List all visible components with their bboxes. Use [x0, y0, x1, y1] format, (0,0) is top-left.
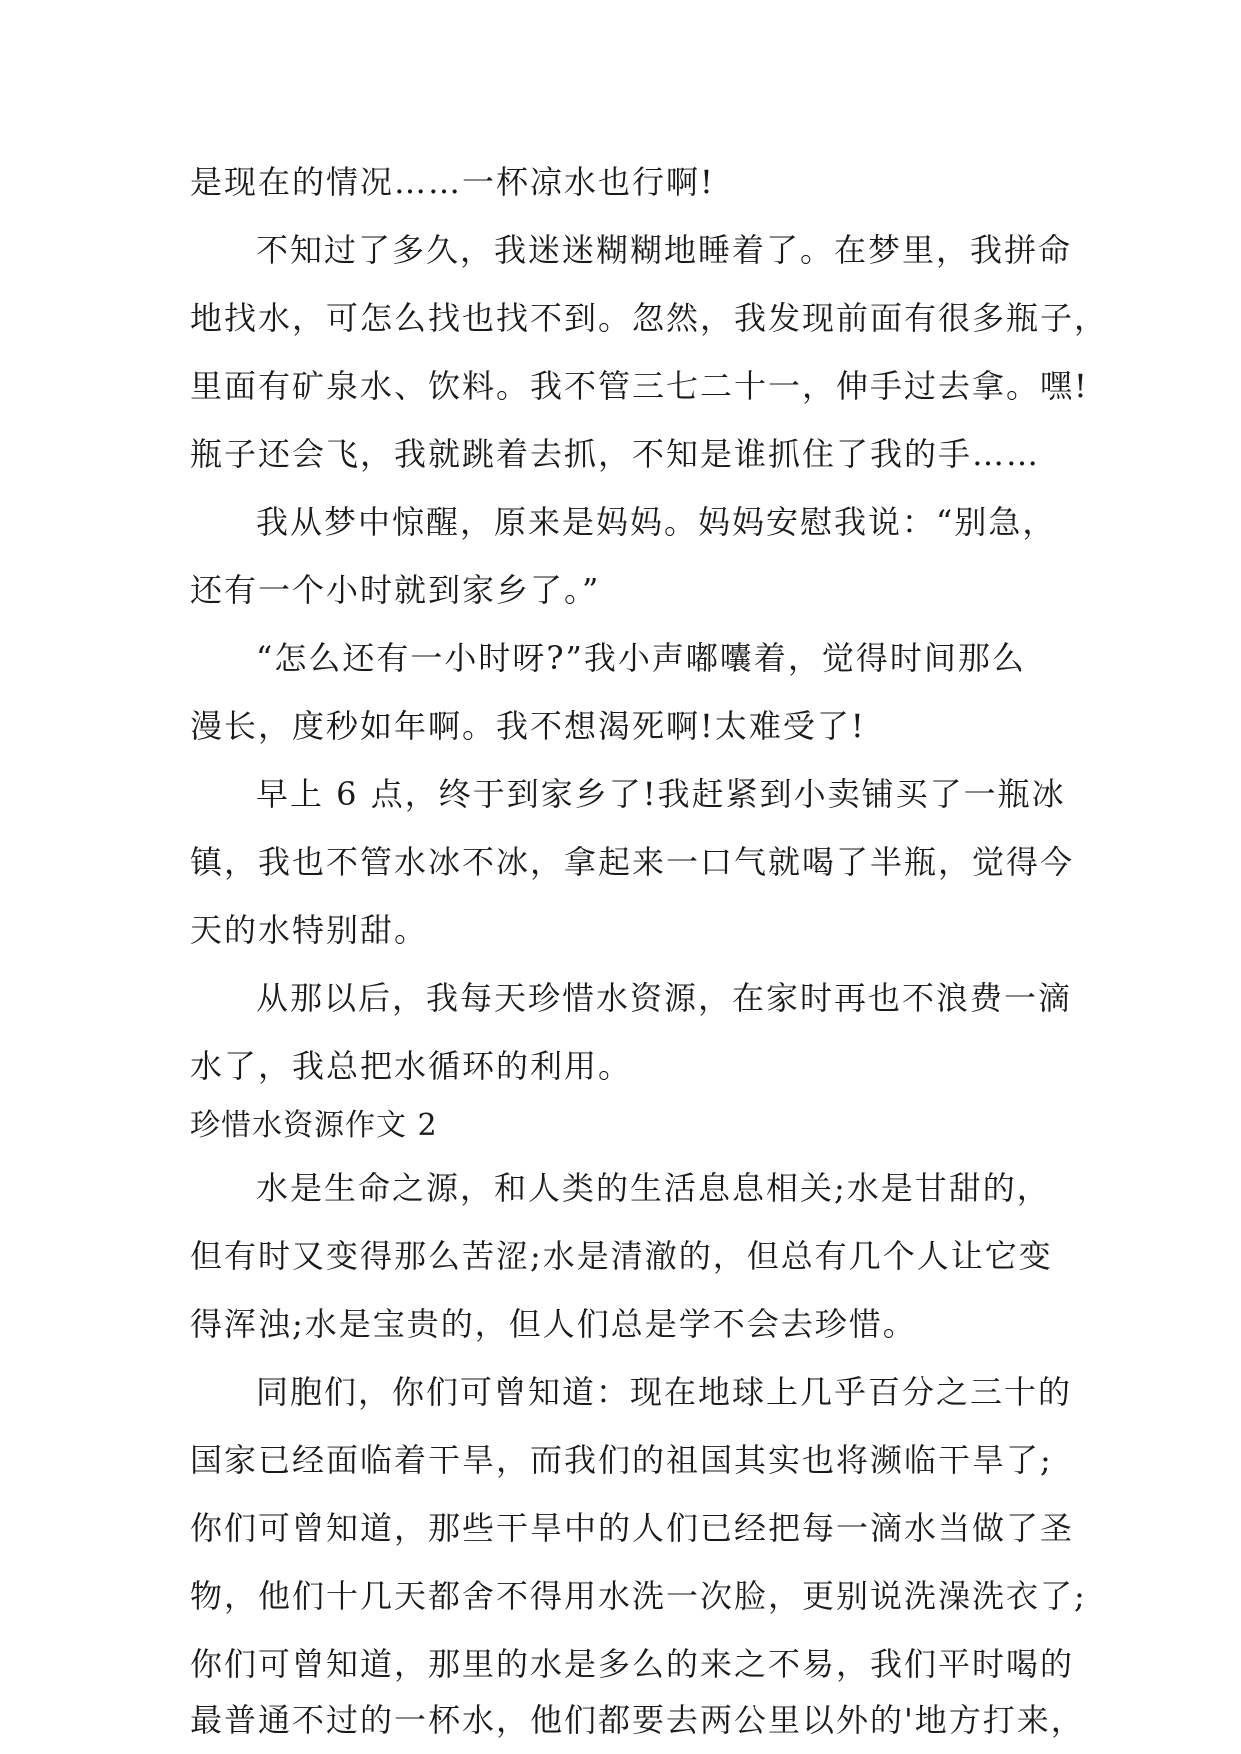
text-line: 你们可曾知道，那些干旱中的人们已经把每一滴水当做了圣 [190, 1509, 1075, 1547]
text-line: 物，他们十几天都舍不得用水洗一次脸，更别说洗澡洗衣了; [190, 1577, 1087, 1615]
paragraph-first-line: 不知过了多久，我迷迷糊糊地睡着了。在梦里，我拼命 [256, 231, 1073, 269]
paragraph-first-line: 水是生命之源，和人类的生活息息相关;水是甘甜的， [256, 1169, 1051, 1207]
text-line: 是现在的情况……一杯凉水也行啊! [190, 163, 715, 201]
text-line: 你们可曾知道，那里的水是多么的来之不易，我们平时喝的 [190, 1645, 1075, 1683]
text-line: 但有时又变得那么苦涩;水是清澈的，但总有几个人让它变 [190, 1237, 1053, 1275]
text-line: 还有一个小时就到家乡了。” [190, 571, 601, 609]
text-line: 最普通不过的一杯水，他们都要去两公里以外的'地方打来， [190, 1701, 1085, 1739]
text-line: 国家已经面临着干旱，而我们的祖国其实也将濒临干旱了; [190, 1441, 1053, 1479]
paragraph-first-line: 早上 6 点，终于到家乡了!我赶紧到小卖铺买了一瓶冰 [256, 775, 1066, 813]
text-line: 天的水特别甜。 [190, 911, 429, 949]
paragraph-first-line: 我从梦中惊醒，原来是妈妈。妈妈安慰我说：“别急， [256, 503, 1057, 541]
paragraph-first-line: “怎么还有一小时呀?”我小声嘟囔着，觉得时间那么 [256, 639, 1026, 677]
text-line: 得浑浊;水是宝贵的，但人们总是学不会去珍惜。 [190, 1305, 917, 1343]
text-line: 地找水，可怎么找也找不到。忽然，我发现前面有很多瓶子， [190, 299, 1109, 337]
section-heading: 珍惜水资源作文 2 [190, 1108, 438, 1143]
paragraph-first-line: 从那以后，我每天珍惜水资源，在家时再也不浪费一滴 [256, 979, 1073, 1017]
text-line: 里面有矿泉水、饮料。我不管三七二十一，伸手过去拿。嘿! [190, 367, 1089, 405]
text-line: 水了，我总把水循环的利用。 [190, 1047, 633, 1085]
text-line: 瓶子还会飞，我就跳着去抓，不知是谁抓住了我的手…… [190, 435, 1041, 473]
paragraph-first-line: 同胞们，你们可曾知道：现在地球上几乎百分之三十的 [256, 1373, 1073, 1411]
text-line: 漫长，度秒如年啊。我不想渴死啊!太难受了! [190, 707, 866, 745]
text-line: 镇，我也不管水冰不冰，拿起来一口气就喝了半瓶，觉得今 [190, 843, 1075, 881]
